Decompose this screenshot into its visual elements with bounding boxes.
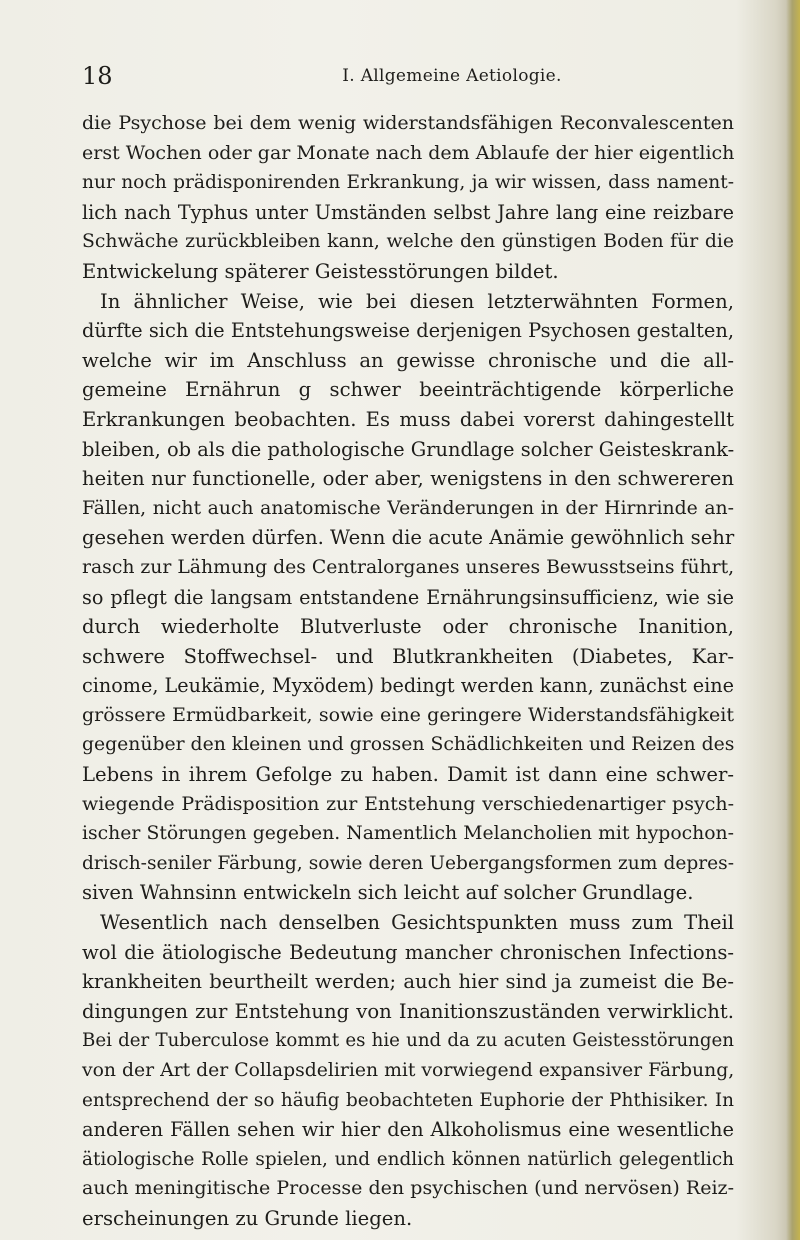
text-line: Entwickelung späterer Geistesstörungen bildet. <box>82 259 559 283</box>
text-line: lich nach Typhus unter Umständen selbst Jahre lang eine reizbare <box>82 200 734 224</box>
text-line: gesehen werden dürfen. Wenn die acute Anämie gewöhnlich sehr <box>82 526 735 550</box>
text-line: gegenüber den kleinen und grossen Schädlichkeiten und Reizen des <box>82 734 735 756</box>
text-line: Fällen, nicht auch anatomische Veränderungen in der Hirnrinde an- <box>82 497 734 519</box>
text-line: schwere Stoffwechsel- und Blutkrankheiten (Diabetes, Kar- <box>82 644 734 668</box>
text-line: dingungen zur Entstehung von Inanitionszuständen verwirklicht. <box>82 999 734 1023</box>
text-line: siven Wahnsinn entwickeln sich leicht auf solcher Grundlage. <box>82 881 694 905</box>
page-header <box>82 60 732 92</box>
text-line: anderen Fällen sehen wir hier den Alkoholismus eine wesentliche <box>82 1118 734 1142</box>
page-edge <box>786 0 800 1240</box>
text-line: rasch zur Lähmung des Centralorganes unseres Bewusstseins führt, <box>82 556 735 578</box>
text-line: ätiologische Rolle spielen, und endlich können natürlich gelegentlich <box>82 1148 734 1170</box>
text-line: ischer Störungen gegeben. Namentlich Melancholien mit hypochon- <box>82 823 734 845</box>
text-line: cinome, Leukämie, Myxödem) bedingt werden kann, zunächst eine <box>82 674 734 698</box>
text-line: Bei der Tuberculose kommt es hie und da zu acuten Geistesstörungen <box>82 1030 734 1052</box>
text-line: krankheiten beurtheilt werden; auch hier sind ja zumeist die Be- <box>82 970 734 994</box>
running-head: I. Allgemeine Aetiologie. <box>342 66 562 86</box>
text-line: von der Art der Collapsdelirien mit vorwiegend expansiver Färbung, <box>82 1060 735 1081</box>
text-line: heiten nur functionelle, oder aber, wenigstens in den schwereren <box>82 467 734 491</box>
text-line: durch wiederholte Blutverluste oder chronische Inanition, <box>82 615 734 639</box>
text-line: die Psychose bei dem wenig widerstandsfähigen Reconvalescenten <box>82 112 734 134</box>
text-line: auch meningitische Processe den psychischen (und nervösen) Reiz- <box>82 1177 734 1200</box>
text-line: grössere Ermüdbarkeit, sowie eine geringere Widerstandsfähigkeit <box>82 703 734 726</box>
text-line: nur noch prädisponirenden Erkrankung, ja wir wissen, dass nament- <box>82 172 734 194</box>
text-line: drisch-seniler Färbung, sowie deren Uebergangsformen zum depres- <box>82 852 734 874</box>
text-line: entsprechend der so häufig beobachteten Euphorie der Phthisiker. In <box>82 1089 734 1111</box>
text-line: Wesentlich nach denselben Gesichtspunkten muss zum Theil <box>100 911 734 935</box>
text-line: Erkrankungen beobachten. Es muss dabei vorerst dahingestellt <box>82 407 734 431</box>
text-line: In ähnlicher Weise, wie bei diesen letzterwähnten Formen, <box>100 289 734 313</box>
text-line: bleiben, ob als die pathologische Grundlage solcher Geisteskrank- <box>82 437 735 461</box>
text-line: erst Wochen oder gar Monate nach dem Ablaufe der hier eigentlich <box>82 141 735 164</box>
text-line: Schwäche zurückbleiben kann, welche den günstigen Boden für die <box>82 231 734 253</box>
body-text <box>82 109 734 1234</box>
text-line: erscheinungen zu Grunde liegen. <box>82 1206 413 1230</box>
text-line: wol die ätiologische Bedeutung mancher chronischen Infections- <box>82 940 734 964</box>
text-line: dürfte sich die Entstehungsweise derjenigen Psychosen gestalten, <box>82 319 734 343</box>
text-line: gemeine Ernährun g schwer beeinträchtigende körperliche <box>82 378 734 402</box>
text-line: Lebens in ihrem Gefolge zu haben. Damit ist dann eine schwer- <box>82 763 734 787</box>
text-line: welche wir im Anschluss an gewisse chronische und die all- <box>82 348 734 372</box>
text-line: wiegende Prädisposition zur Entstehung verschiedenartiger psych- <box>82 792 734 815</box>
text-line: so pflegt die langsam entstandene Ernährungsinsufficienz, wie sie <box>82 585 734 609</box>
page-number: 18 <box>82 62 113 90</box>
